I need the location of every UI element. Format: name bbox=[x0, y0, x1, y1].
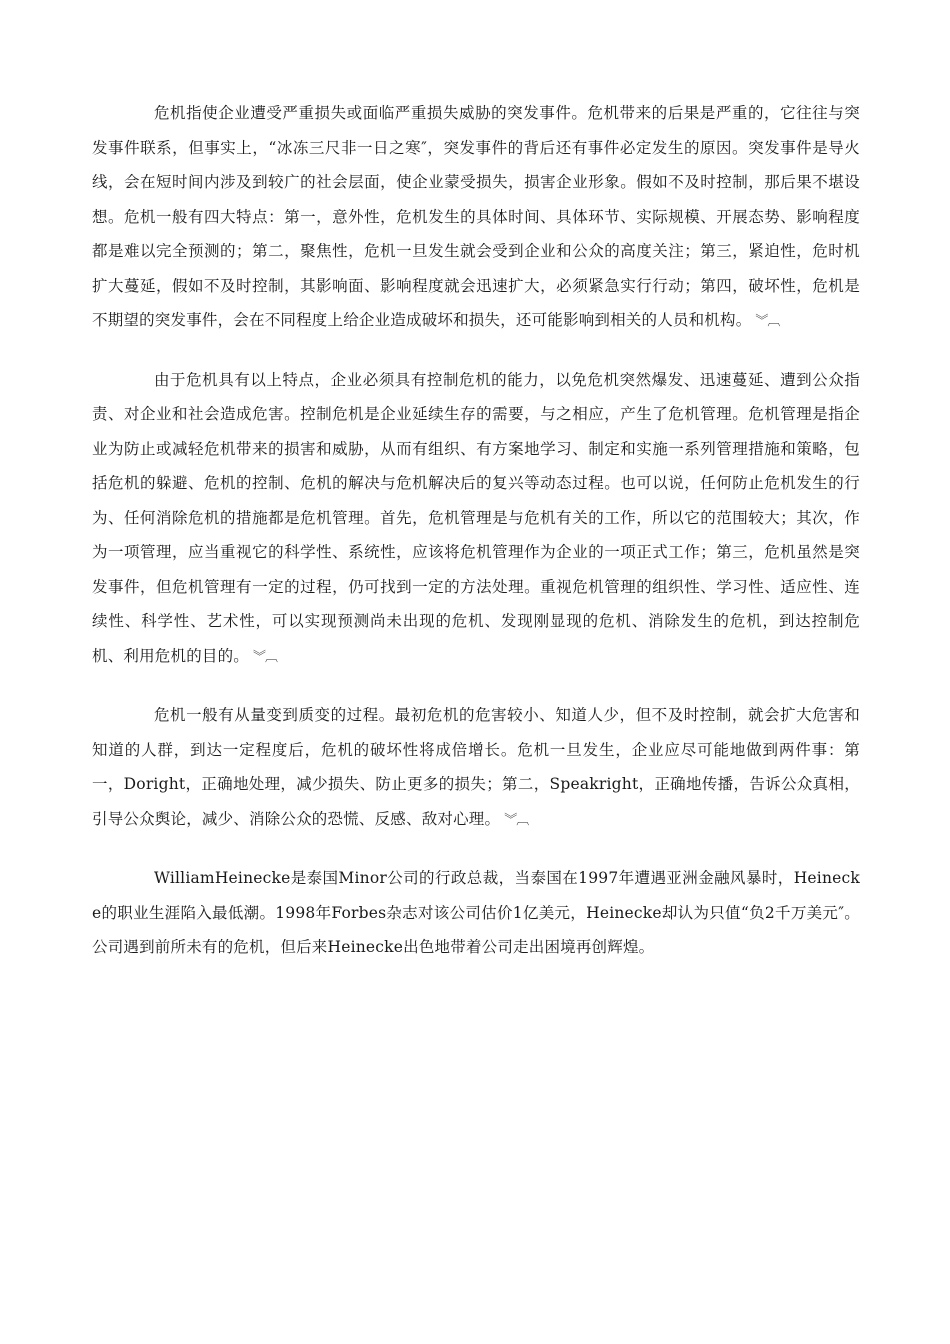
paragraph-1 bbox=[92, 96, 860, 340]
paragraph-end-mark-icon: ︾︹ bbox=[504, 812, 529, 828]
paragraph-3-text: 危机一般有从量变到质变的过程。最初危机的危害较小、知道人少，但不及时控制，就会扩大危害和知道的人群，到达一定程度后，危机的破坏性将成倍增长。危机一旦发生，企业应尽可能地做到两件事：第一，Doright，正确地处理，减少损失、防止更多的损失；第二，Speakright，正确地传播，告诉公众真相，引导公众舆论，减少、消除公众的恐慌、反感、敌对心理。 bbox=[92, 706, 860, 828]
paragraph-1-text: 危机指使企业遭受严重损失或面临严重损失威胁的突发事件。危机带来的后果是严重的，它往往与突发事件联系，但事实上，“冰冻三尺非一日之寒″，突发事件的背后还有事件必定发生的原因。突发事件是导火线，会在短时间内涉及到较广的社会层面，使企业蒙受损失，损害企业形象。假如不及时控制，那后果不堪设想。危机一般有四大特点：第一，意外性，危机发生的具体时间、具体环节、实际规模、开展态势、影响程度都是难以完全预测的；第二，聚焦性，危机一旦发生就会受到企业和公众的高度关注；第三，紧迫性，危时机扩大蔓延，假如不及时控制，其影响面、影响程度就会迅速扩大，必须紧急实行行动；第四，破坏性，危机是不期望的突发事件，会在不同程度上给企业造成破坏和损失，还可能影响到相关的人员和机构。 bbox=[92, 104, 860, 329]
paragraph-end-mark-icon: ︾︹ bbox=[253, 649, 278, 665]
document-body bbox=[92, 96, 860, 965]
paragraph-4-text: WilliamHeinecke是泰国Minor公司的行政总裁，当泰国在1997年遭遇亚洲金融风暴时，Heinecke的职业生涯陷入最低潮。1998年Forbes杂志对该公司估价1亿美元，Heinecke却认为只值“负2千万美元″。公司遇到前所未有的危机，但后来Heinecke出色地带着公司走出困境再创辉煌。 bbox=[92, 869, 860, 956]
paragraph-2-text: 由于危机具有以上特点，企业必须具有控制危机的能力，以免危机突然爆发、迅速蔓延、遭到公众指责、对企业和社会造成危害。控制危机是企业延续生存的需要，与之相应，产生了危机管理。危机管理是指企业为防止或减轻危机带来的损害和威胁，从而有组织、有方案地学习、制定和实施一系列管理措施和策略，包括危机的躲避、危机的控制、危机的解决与危机解决后的复兴等动态过程。也可以说，任何防止危机发生的行为、任何消除危机的措施都是危机管理。首先，危机管理是与危机有关的工作，所以它的范围较大；其次，作为一项管理，应当重视它的科学性、系统性，应该将危机管理作为企业的一项正式工作；第三，危机虽然是突发事件，但危机管理有一定的过程，仍可找到一定的方法处理。重视危机管理的组织性、学习性、适应性、连续性、科学性、艺术性，可以实现预测尚未出现的危机、发现刚显现的危机、消除发生的危机，到达控制危机、利用危机的目的。 bbox=[92, 370, 860, 665]
paragraph-2 bbox=[92, 363, 860, 676]
paragraph-end-mark-icon: ︾︹ bbox=[755, 314, 780, 329]
paragraph-3 bbox=[92, 698, 860, 838]
paragraph-4 bbox=[92, 861, 860, 965]
